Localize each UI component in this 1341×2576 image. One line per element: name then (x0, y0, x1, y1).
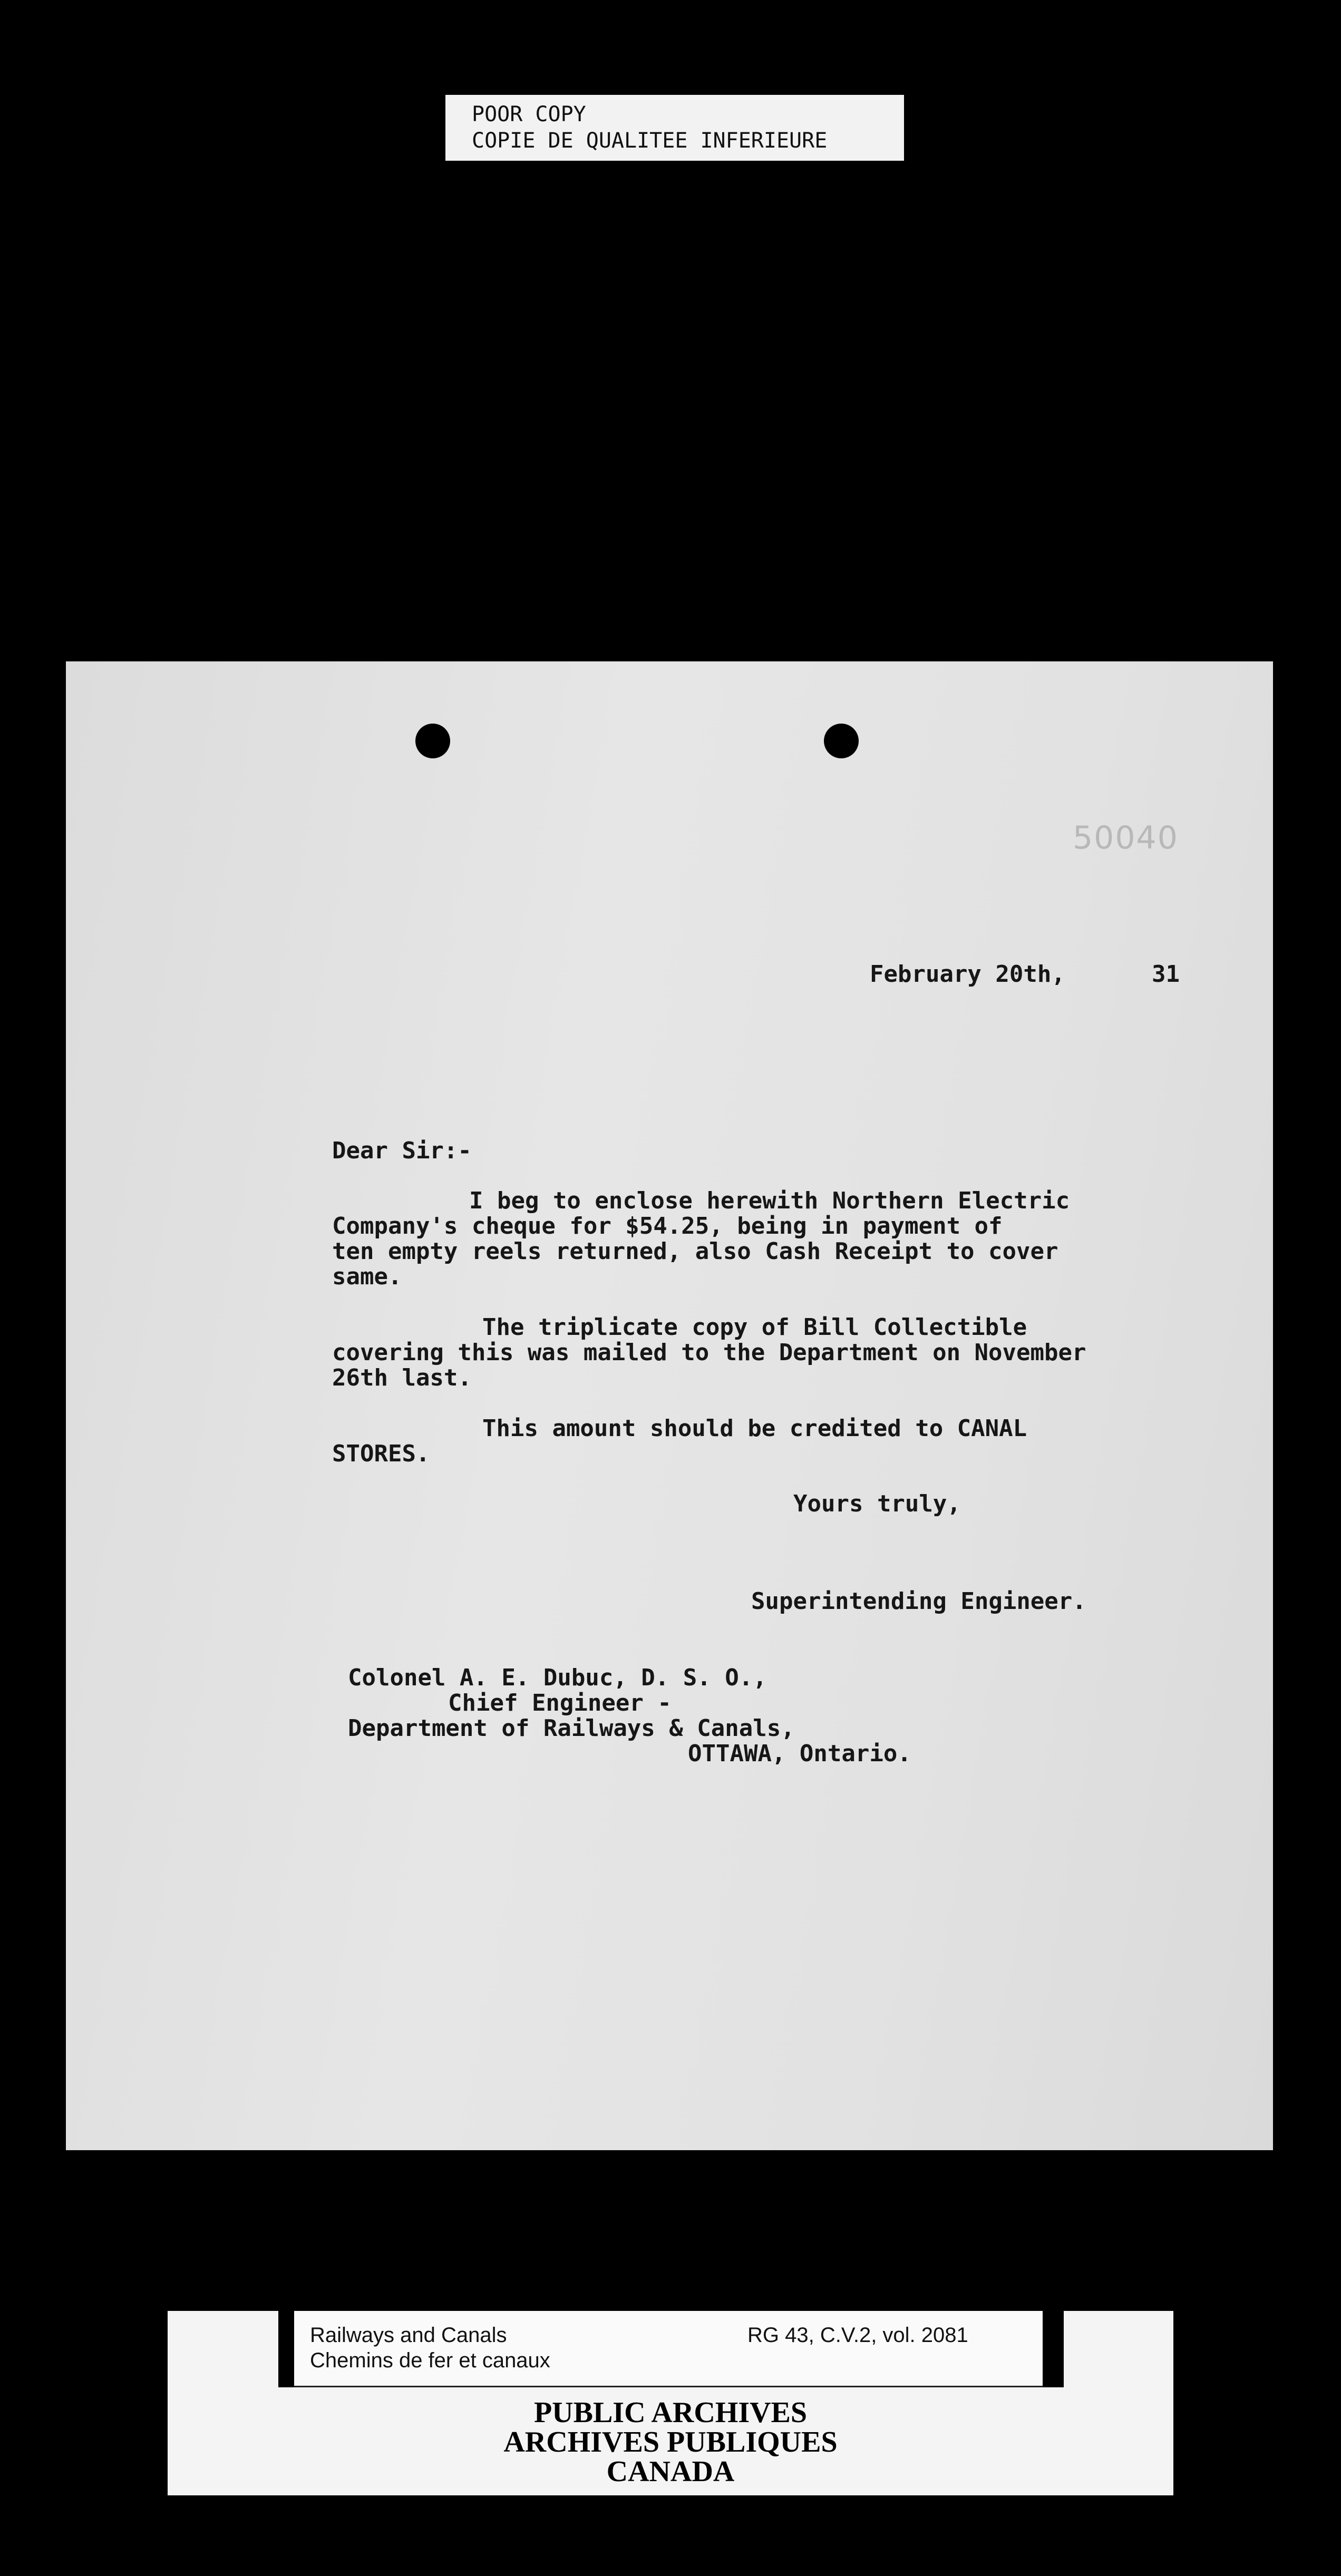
addressee-line-2: Chief Engineer - (448, 1690, 672, 1716)
archive-reference-strip (168, 2311, 1173, 2495)
closing: Yours truly, (793, 1490, 961, 1517)
poor-copy-text-french: COPIE DE QUALITEE INFERIEURE (472, 129, 828, 153)
addressee-line-3: Department of Railways & Canals, (348, 1715, 795, 1742)
paragraph-3-line-1: This amount should be credited to CANAL (482, 1415, 1027, 1442)
letter-page (66, 661, 1273, 2150)
signature-title: Superintending Engineer. (751, 1588, 1086, 1615)
punch-hole-right (824, 724, 859, 758)
poor-copy-text: POOR COPY (472, 102, 586, 126)
archives-title-english: PUBLIC ARCHIVES (533, 2396, 808, 2429)
archive-reference-number: RG 43, C.V.2, vol. 2081 (747, 2324, 968, 2347)
archives-title (168, 2398, 1173, 2486)
fonds-name-french: Chemins de fer et canaux (310, 2349, 550, 2372)
poor-copy-label (445, 95, 904, 161)
paragraph-1-line-1: I beg to enclose herewith Northern Electric (469, 1187, 1070, 1214)
paragraph-1-line-3: ten empty reels returned, also Cash Receipt to cover (332, 1238, 1058, 1265)
addressee-line-1: Colonel A. E. Dubuc, D. S. O., (348, 1664, 767, 1691)
salutation: Dear Sir:- (332, 1137, 472, 1164)
strip-tab-right (1043, 2311, 1064, 2387)
fonds-name-english: Railways and Canals (310, 2324, 507, 2347)
paragraph-2-line-2: covering this was mailed to the Department on November (332, 1339, 1086, 1366)
archives-title-french: ARCHIVES PUBLIQUES (503, 2426, 838, 2458)
letter-date: February 20th, (870, 961, 1065, 988)
strip-tab-left (278, 2311, 294, 2387)
paragraph-1-line-2: Company's cheque for $54.25, being in payment of (332, 1213, 1003, 1240)
paragraph-2-line-3: 26th last. (332, 1364, 472, 1391)
paragraph-3-line-2: STORES. (332, 1440, 430, 1467)
paragraph-2-line-1: The triplicate copy of Bill Collectible (482, 1314, 1027, 1341)
archive-reference-card (294, 2311, 1043, 2387)
punch-hole-left (415, 724, 450, 758)
addressee-line-4: OTTAWA, Ontario. (688, 1740, 911, 1767)
archives-country: CANADA (606, 2455, 735, 2488)
paragraph-1-line-4: same. (332, 1263, 402, 1290)
file-stamp-number: 50040 (1073, 819, 1179, 856)
letter-year: 31 (1152, 961, 1180, 988)
